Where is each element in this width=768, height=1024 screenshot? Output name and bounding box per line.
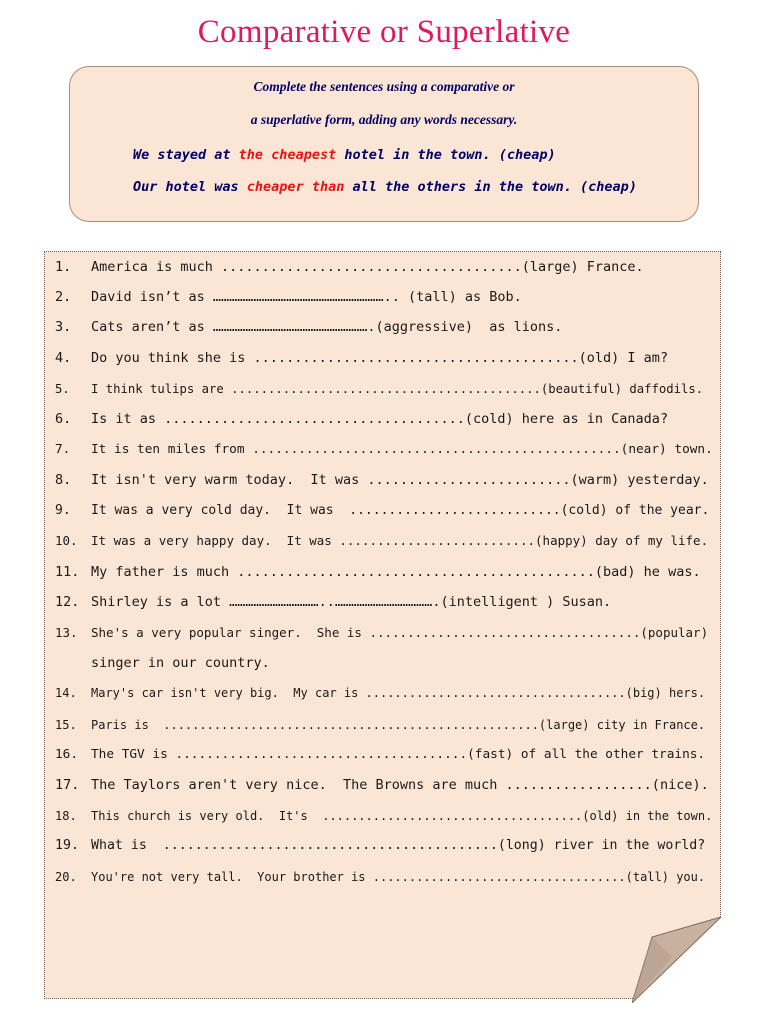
list-item (55, 410, 668, 428)
item-number: 10. (55, 533, 78, 548)
list-item (55, 563, 701, 581)
item-text: This church is very old. It's ....................................(old) in the town. (91, 809, 713, 823)
list-item (55, 868, 705, 886)
page-title: Comparative or Superlative (197, 14, 571, 50)
instructions-line-2: a superlative form, adding any words necessary. (250, 112, 518, 127)
item-text: Mary's car isn't very big. My car is ....................................(big) hers. (91, 686, 706, 700)
item-number: 1. (55, 259, 72, 275)
page-curl-icon (632, 917, 727, 1003)
item-text: America is much .....................................(large) France. (91, 259, 644, 275)
item-text: I think tulips are ..........................................(beautiful) daffodils. (91, 382, 704, 396)
item-text: Paris is ....................................................(large) city in France. (91, 718, 706, 732)
example-answer-highlight: the cheapest (238, 147, 337, 163)
item-number: 3. (55, 319, 72, 335)
item-number: 6. (55, 411, 72, 427)
item-text: It was a very cold day. It was ...........................(cold) of the year. (91, 503, 710, 518)
list-item (55, 349, 668, 367)
list-item (55, 746, 705, 764)
list-item (55, 624, 708, 642)
item-number: 13. (55, 625, 78, 640)
item-number: 16. (55, 747, 79, 762)
example-text: Our hotel was (133, 179, 247, 195)
list-item (55, 684, 705, 702)
example-sentence-2 (133, 179, 637, 195)
example-text: We stayed at (133, 147, 239, 163)
list-item (55, 807, 712, 825)
item-text: Cats aren’t as ………………………………………………….(aggressive) as lions. (91, 319, 563, 335)
item-text: Is it as .....................................(cold) here as in Canada? (91, 411, 669, 427)
list-item (55, 837, 705, 855)
item-text: You're not very tall. Your brother is ...................................(tall) you. (91, 870, 706, 884)
list-item (55, 532, 708, 550)
item-text: Shirley is a lot ……………………………..……………………………….(intelligent ) Susan. (91, 594, 612, 610)
item-number: 4. (55, 350, 72, 366)
list-item (55, 258, 644, 276)
item-text: David isn’t as ……………………………………………………….. (tall) as Bob. (91, 289, 522, 305)
item-number: 9. (55, 503, 71, 518)
item-text: What is ..........................................(long) river in the world? (91, 838, 706, 853)
list-item (55, 380, 703, 398)
item-text: The TGV is ......................................(fast) of all the other trains. (91, 747, 706, 762)
instructions-box (69, 66, 699, 222)
example-sentence-1 (133, 147, 556, 163)
item-number: 15. (55, 718, 77, 732)
item-text: She's a very popular singer. She is ....................................(popular) (91, 625, 709, 640)
item-text: It isn't very warm today. It was .........................(warm) yesterday. (91, 472, 709, 488)
item-text: Do you think she is ........................................(old) I am? (91, 350, 669, 366)
list-item (55, 441, 713, 459)
item-number: 14. (55, 686, 77, 700)
item-number: 17. (55, 777, 80, 793)
item-number: 12. (55, 594, 80, 610)
item-text: The Taylors aren't very nice. The Browns are much ..................(nice). (91, 777, 709, 793)
instructions-line-1: Complete the sentences using a comparative or (253, 79, 515, 94)
list-item (55, 502, 709, 520)
list-item (55, 716, 705, 734)
list-item (55, 318, 562, 336)
list-item-continuation (55, 654, 270, 672)
item-number: 19. (55, 838, 79, 853)
list-item (55, 593, 611, 611)
item-number: 5. (55, 382, 70, 396)
list-item (55, 471, 709, 489)
example-answer-highlight: cheaper than (246, 179, 345, 195)
item-text: singer in our country. (91, 655, 270, 671)
example-text: hotel in the town. (cheap) (336, 147, 556, 163)
item-number: 2. (55, 289, 72, 305)
item-number: 11. (55, 564, 80, 580)
item-number: 7. (55, 442, 71, 457)
item-number: 18. (55, 809, 77, 823)
item-number: 20. (55, 870, 77, 884)
item-text: My father is much ............................................(bad) he was. (91, 564, 701, 580)
item-text: It was a very happy day. It was ..........................(happy) day of my life. (91, 533, 709, 548)
example-text: all the others in the town. (cheap) (344, 179, 637, 195)
list-item (55, 288, 522, 306)
item-number: 8. (55, 472, 72, 488)
item-text: It is ten miles from ................................................(near) town. (91, 442, 713, 457)
list-item (55, 776, 709, 794)
